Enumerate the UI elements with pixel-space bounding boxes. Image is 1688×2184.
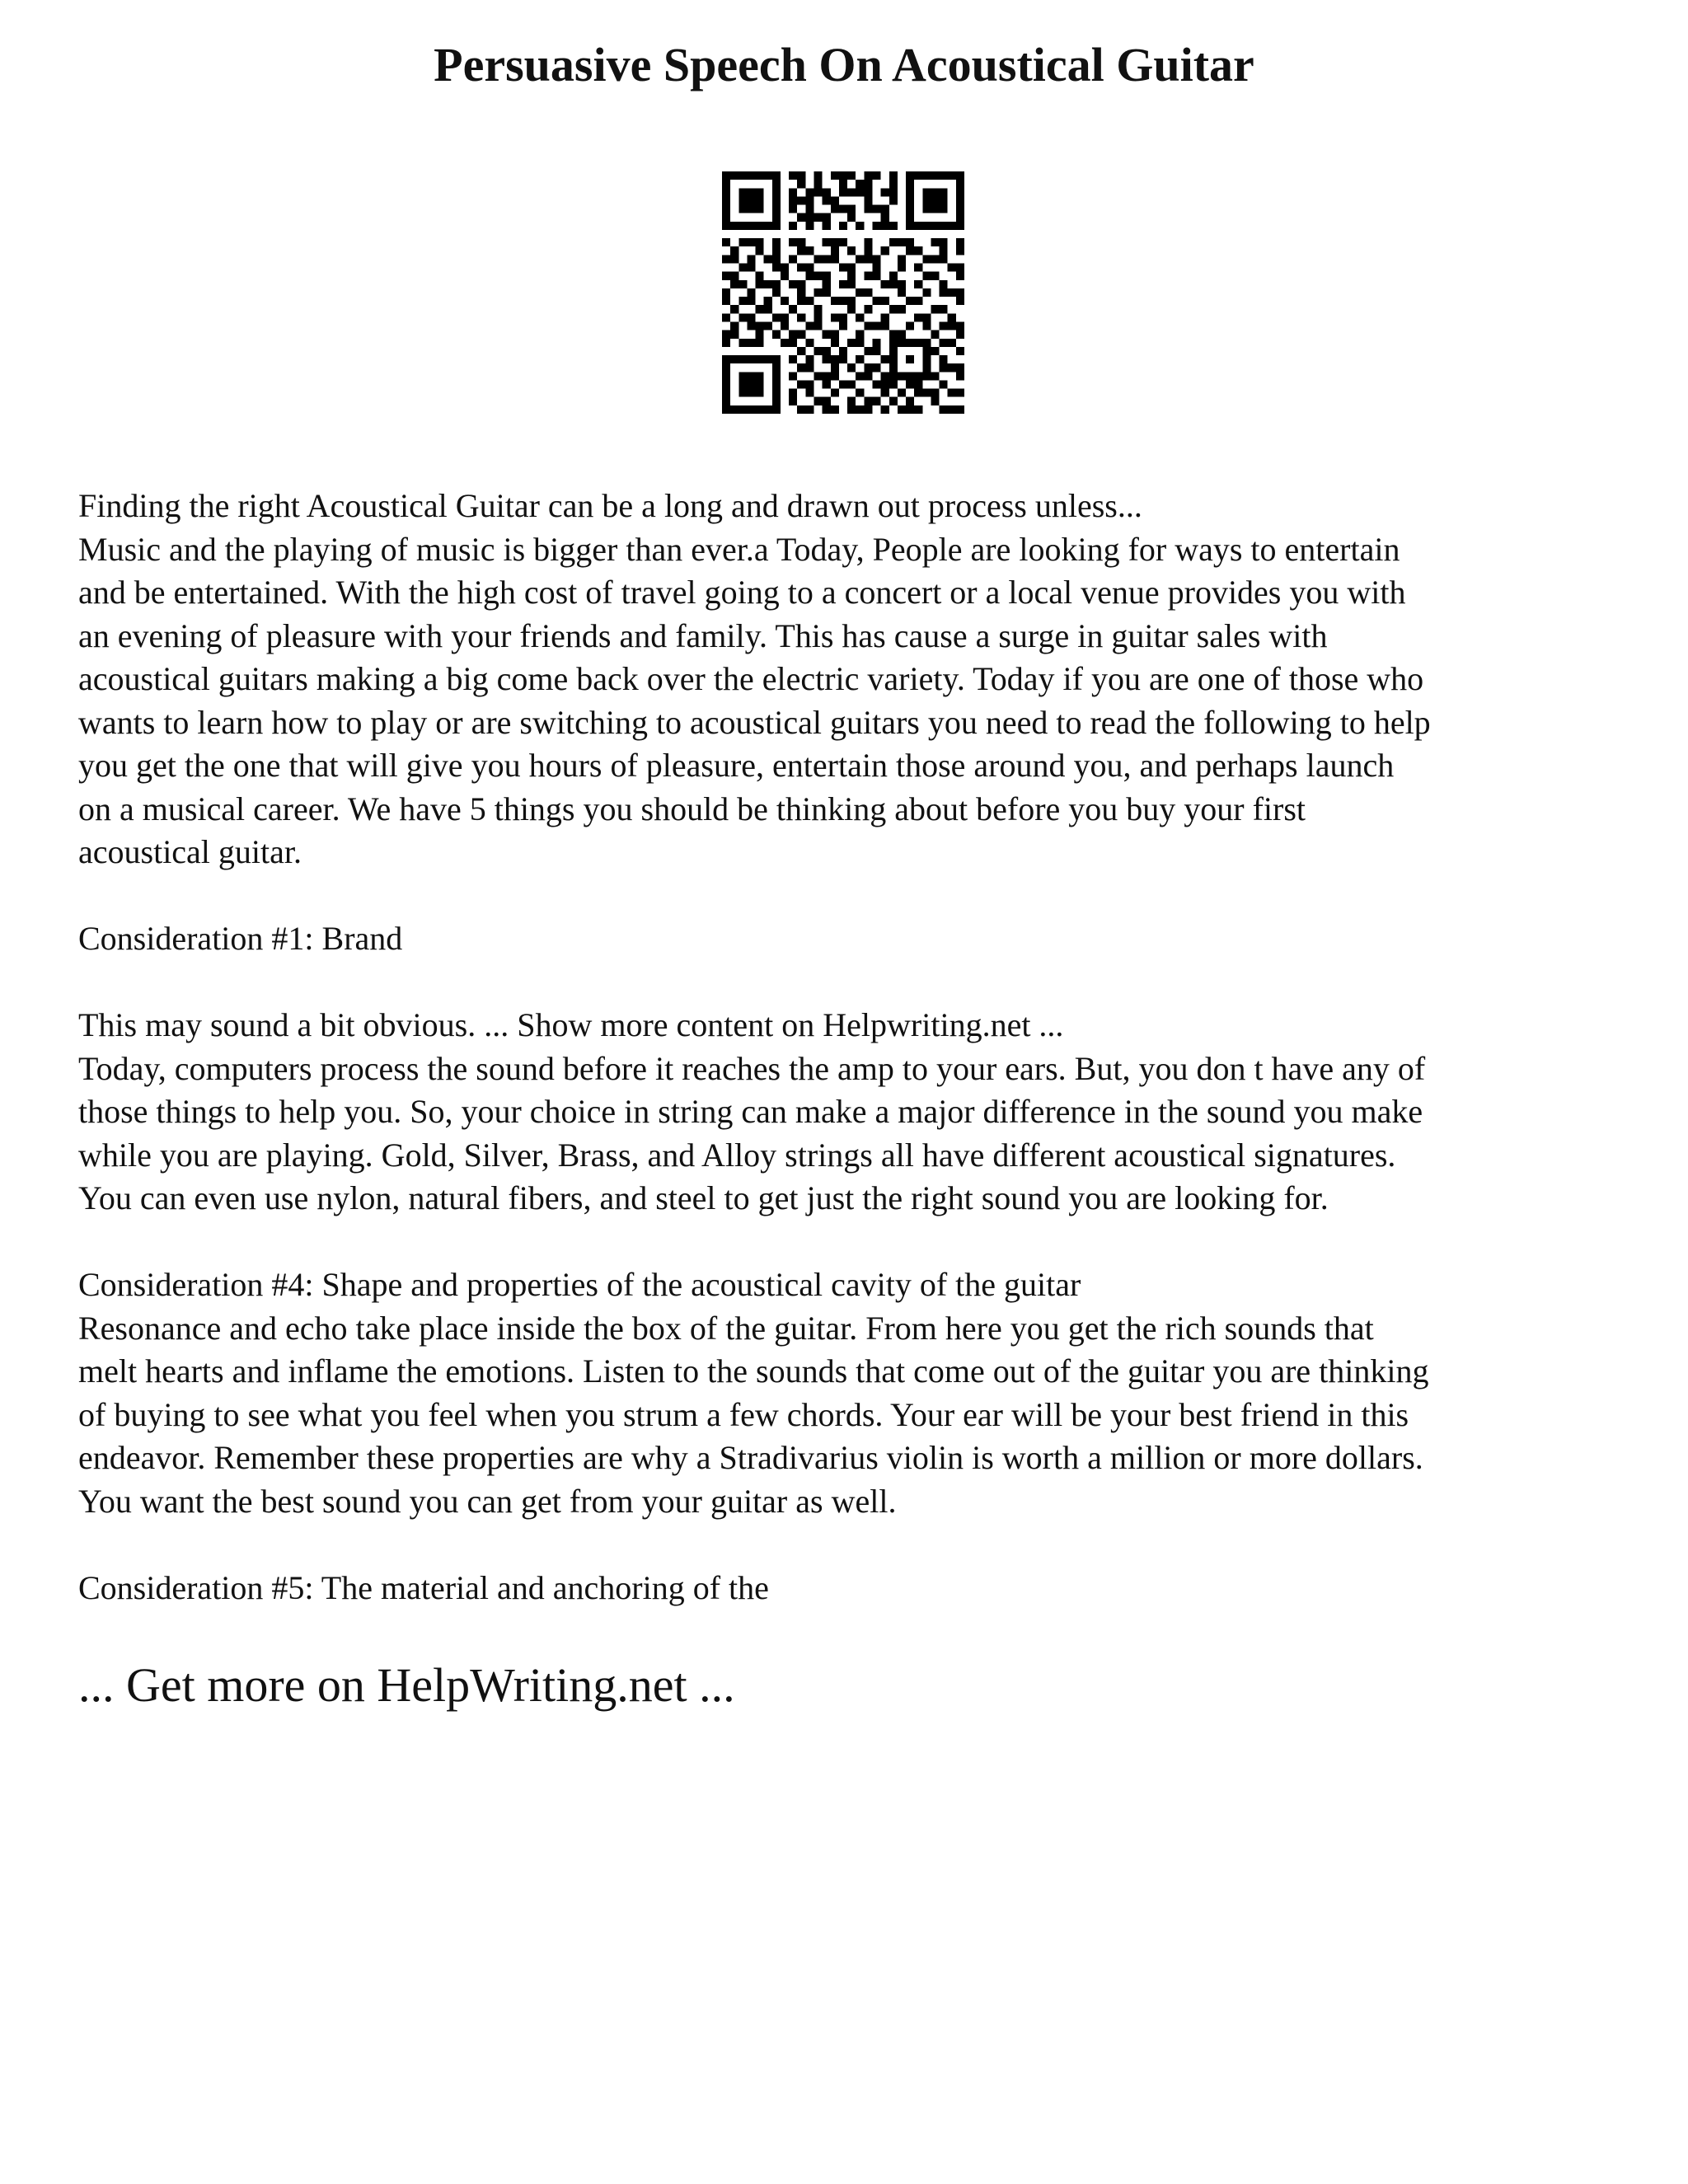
text-line: you get the one that will give you hours of pleasure, entertain those around you, and perhaps launch [78, 747, 1395, 784]
text-line: wants to learn how to play or are switching to acoustical guitars you need to read the following to help [78, 703, 1431, 741]
text-line: This may sound a bit obvious. ... Show more content on Helpwriting.net ... [78, 1006, 1064, 1043]
get-more-link[interactable]: ... Get more on HelpWriting.net ... [78, 1658, 735, 1712]
text-line: You want the best sound you can get from your guitar as well. [78, 1482, 897, 1520]
text-line: Resonance and echo take place inside the box of the guitar. From here you get the rich sounds that [78, 1309, 1374, 1347]
consideration-heading: Consideration #4: Shape and properties of the acoustical cavity of the guitar [78, 1266, 1081, 1303]
text-line: melt hearts and inflame the emotions. Listen to the sounds that come out of the guitar you are thinking [78, 1352, 1429, 1390]
consideration-heading: Consideration #1: Brand [78, 920, 403, 957]
paragraph-gap [78, 1221, 1628, 1264]
page-title: Persuasive Speech On Acoustical Guitar [434, 38, 1254, 91]
text-line: an evening of pleasure with your friends and family. This has cause a surge in guitar sales with [78, 616, 1328, 654]
text-line: on a musical career. We have 5 things you should be thinking about before you buy your first [78, 790, 1306, 827]
text-line: acoustical guitar. [78, 833, 302, 870]
text-line: Music and the playing of music is bigger than ever.a Today, People are looking for ways to entertain [78, 530, 1400, 568]
paragraph-gap [78, 874, 1628, 918]
consideration-heading: Consideration #5: The material and anchoring of the [78, 1568, 769, 1606]
text-line: endeavor. Remember these properties are why a Stradivarius violin is worth a million or more dollars. [78, 1439, 1423, 1476]
text-line: acoustical guitars making a big come back over the electric variety. Today if you are one of those who [78, 660, 1424, 697]
qr-code [722, 171, 964, 414]
text-line: those things to help you. So, your choice in string can make a major difference in the sound you make [78, 1093, 1423, 1130]
text-line: while you are playing. Gold, Silver, Brass, and Alloy strings all have different acoustical signatures. [78, 1136, 1396, 1174]
text-line: of buying to see what you feel when you strum a few chords. Your ear will be your best friend in this [78, 1395, 1409, 1433]
paragraph-gap [78, 1523, 1628, 1567]
paragraph-gap [78, 961, 1628, 1005]
text-line: You can even use nylon, natural fibers, and steel to get just the right sound you are looking for. [78, 1179, 1329, 1216]
article-body [78, 485, 1628, 1610]
text-line: Today, computers process the sound before it reaches the amp to your ears. But, you don t have any of [78, 1049, 1426, 1087]
text-line: and be entertained. With the high cost of travel going to a concert or a local venue provides you with [78, 574, 1406, 611]
text-line: Finding the right Acoustical Guitar can be a long and drawn out process unless... [78, 487, 1142, 524]
